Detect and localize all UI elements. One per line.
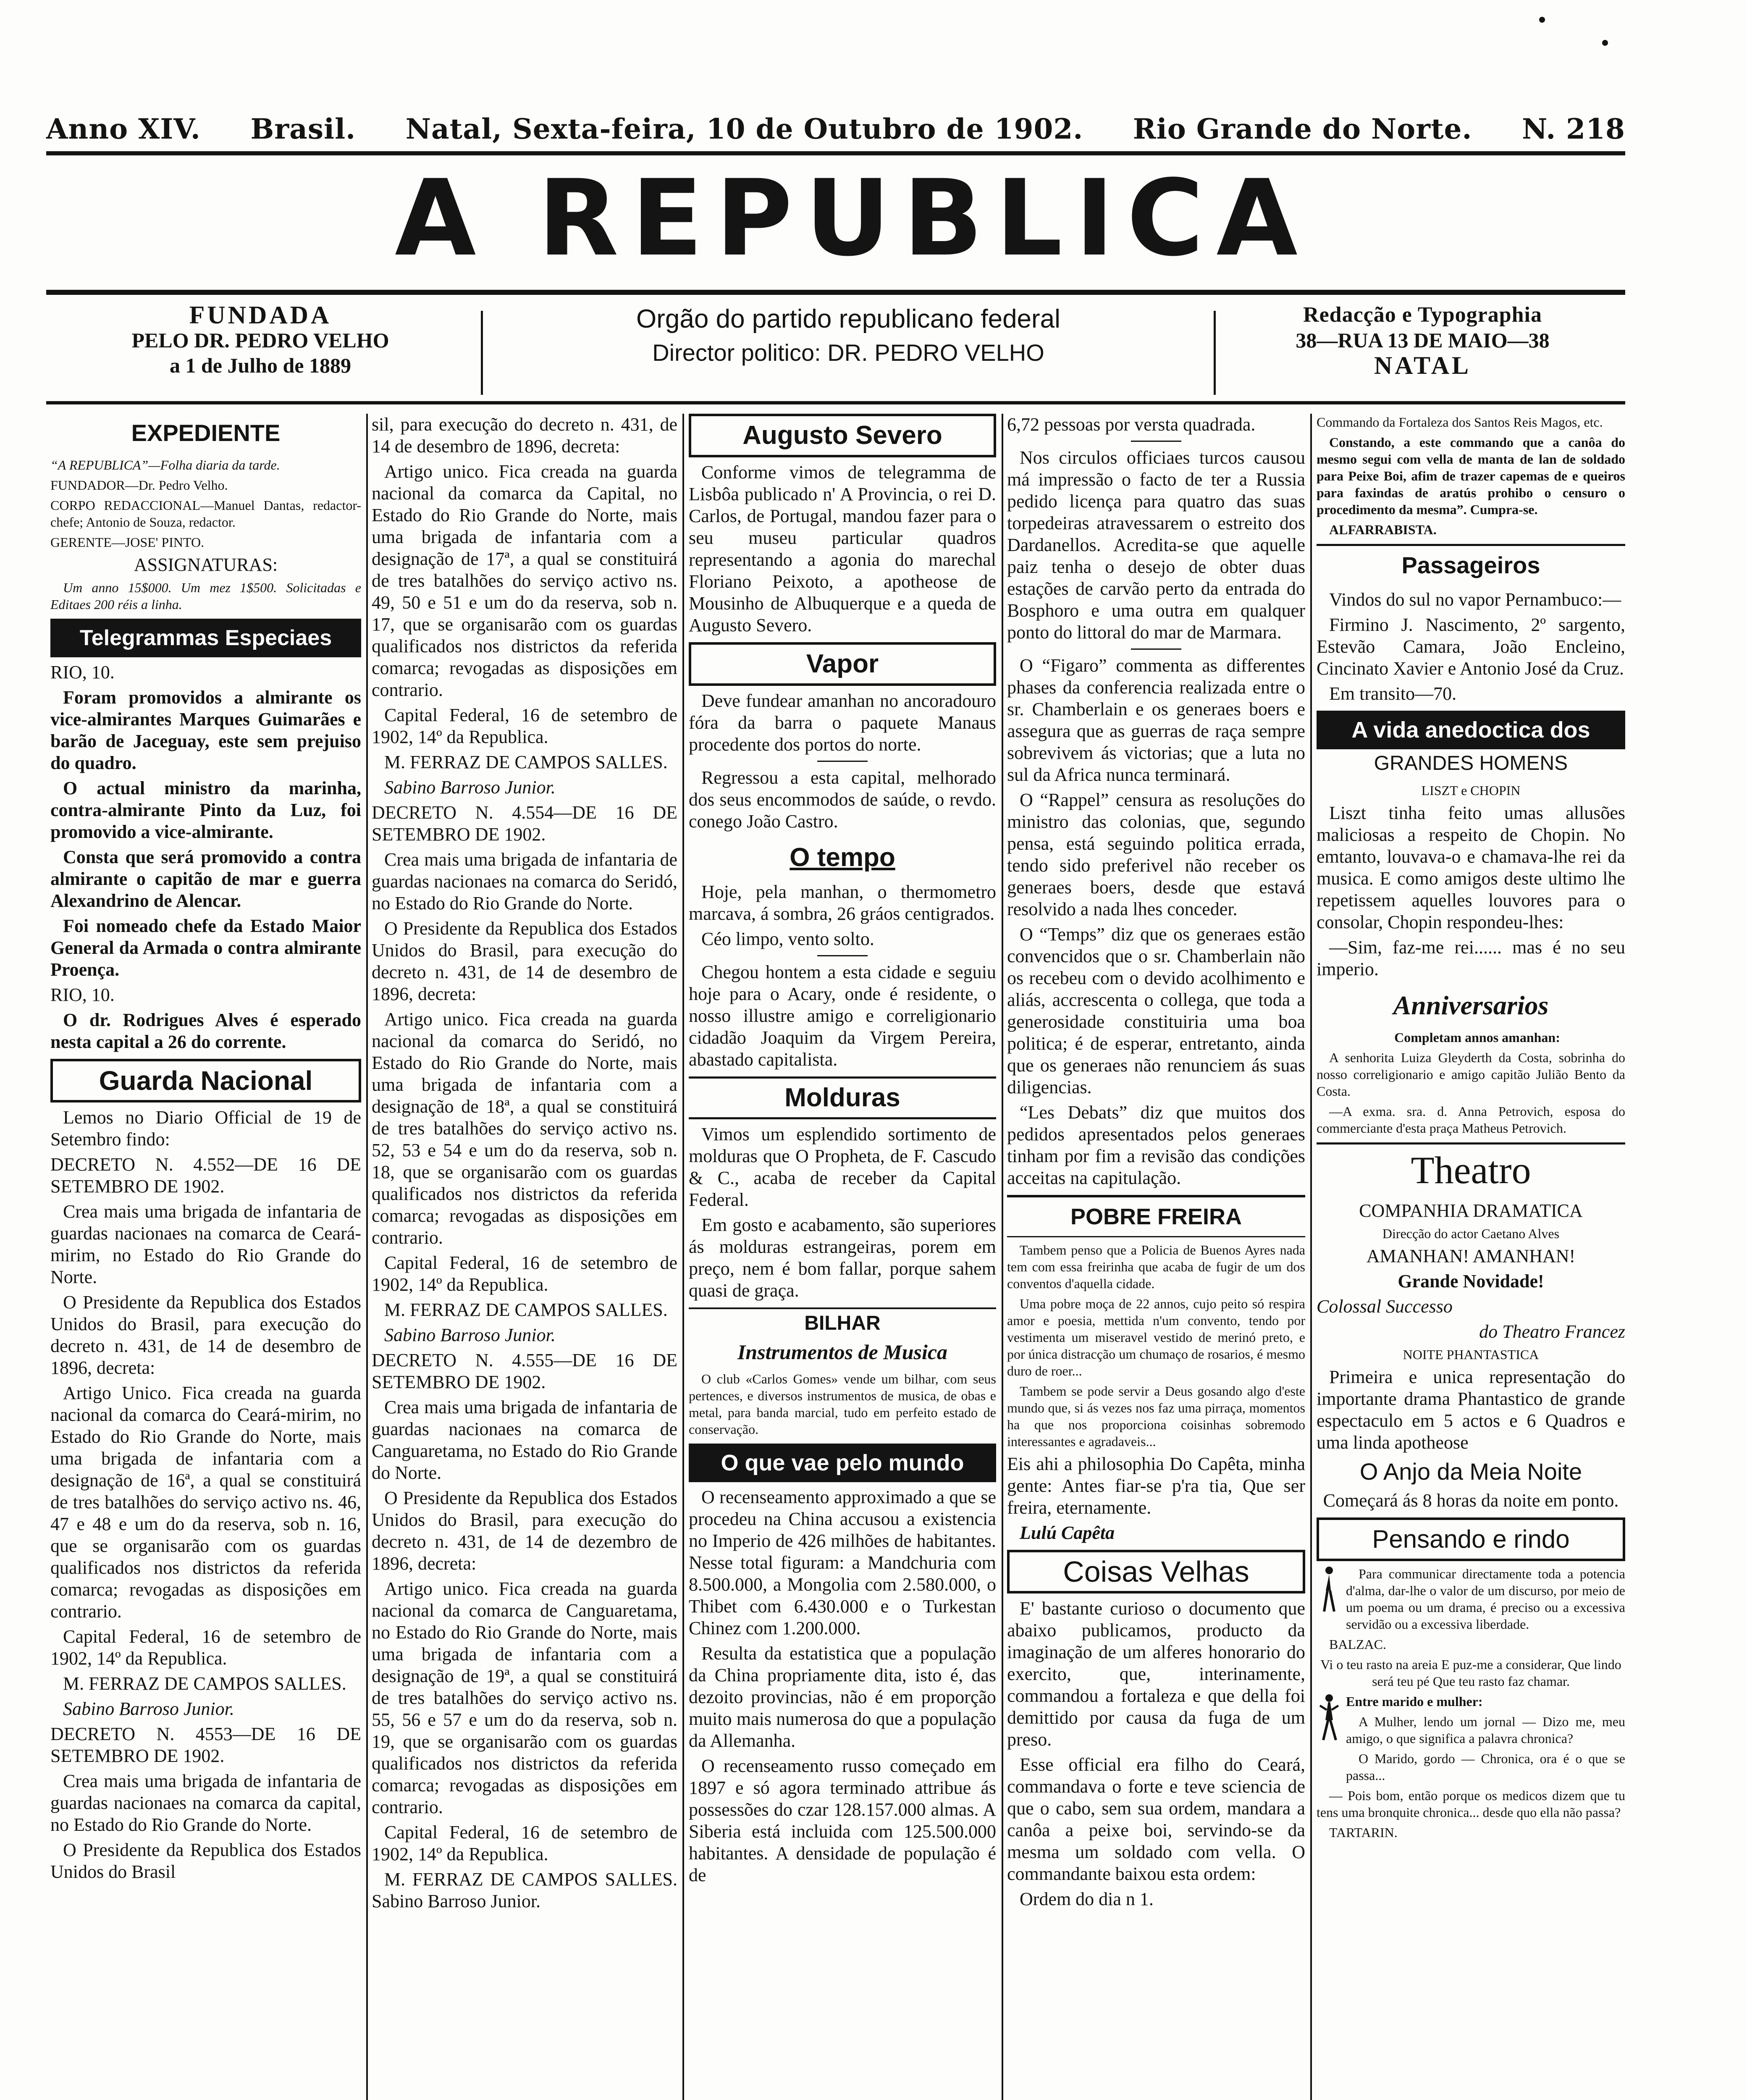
numero: N. 218 [1522, 113, 1625, 145]
endereco: 38—RUA 13 DE MAIO—38 [1296, 328, 1550, 352]
vida-anedoctica-heading: A vida anedoctica dos [1317, 711, 1625, 749]
paragraph: Artigo unico. Fica creada na guarda nacional da comarca da Capital, no Estado do Rio Grande do Norte, mais uma brigada de infantaria com a designação de 17ª, a qual se constituirá de tres batalhões do serviço activo ns. 49, 50 e 51 e um do da reserva, sob n. 17, que se organisarão com os guardas qualificados nos districtos da referida comarca; revogadas as disposições em contrario. [372, 461, 677, 700]
paragraph: Direcção do actor Caetano Alves [1382, 1226, 1560, 1241]
instrumentos-heading: Instrumentos de Musica [737, 1340, 948, 1364]
paragraph: Crea mais uma brigada de infantaria de guardas nacionaes na comarca de Ceará-mirim, no Estado do Rio Grande do Norte. [50, 1201, 361, 1287]
vapor-heading: Vapor [689, 642, 996, 686]
dateline: RIO, 10. [50, 662, 115, 682]
pensando-heading: Pensando e rindo [1317, 1517, 1625, 1561]
paragraph: Capital Federal, 16 de setembro de 1902, 14º da Republica. [372, 1822, 677, 1864]
paragraph: O Presidente da Republica dos Estados Unidos do Brasil, para execução do decreto n. 431, de 14 de desembro de 1896, decreta: [50, 1292, 361, 1378]
signature: M. FERRAZ DE CAMPOS SALLES. [63, 1673, 346, 1694]
paragraph: O club «Carlos Gomes» vende um bilhar, com seus pertences, e diversos instrumentos de musica, de obas e metal, para banda marcial, tudo em perfeito estado de conservação. [689, 1371, 996, 1437]
telegram: Consta que será promovido a contra almirante o capitão de mar e guerra Alexandrino de Alencar. [50, 847, 361, 911]
paragraph: Colossal Successo [1317, 1296, 1453, 1317]
paragraph: Para communicar directamente toda a potencia d'alma, dar-lhe o valor de um discurso, por meio de um poema ou um drama, é preciso ou a excessiva servidão ou a excessiva liberdade. [1346, 1566, 1625, 1632]
column-divider [1310, 414, 1312, 2100]
telegrammas-heading: Telegrammas Especiaes [50, 619, 361, 657]
paragraph: O “Rappel” censura as resoluções do ministro das colonias, que, segundo pensa, está seguindo politica errada, tendo sido preferivel não receber os generaes boers, desde que estavá resolvido a nada lhes conceder. [1007, 790, 1305, 919]
paragraph: Em transito—70. [1329, 683, 1457, 704]
paragraph: Lemos no Diario Official de 19 de Setembro findo: [50, 1107, 361, 1150]
paragraph: Tambem penso que a Policia de Buenos Ayres nada tem com essa freirinha que acaba de fugir de um dos conventos d'aquella cidade. [1007, 1242, 1305, 1291]
column-divider [366, 414, 368, 2100]
separator [1131, 441, 1181, 442]
passageiros-heading: Passageiros [1317, 544, 1625, 585]
paragraph: AMANHAN! AMANHAN! [1366, 1246, 1576, 1266]
paragraph: Capital Federal, 16 de setembro de 1902, 14º da Republica. [372, 705, 677, 747]
assignaturas-text: Um anno 15$000. Um mez 1$500. Solicitadas e Editaes 200 réis a linha. [50, 580, 361, 612]
paragraph: Firmino J. Nascimento, 2º sargento, Estevão Camara, João Encleino, Cincinato Xavier e Antonio José da Cruz. [1317, 614, 1625, 679]
expediente-heading: EXPEDIENTE [131, 420, 281, 446]
paragraph: Uma pobre moça de 22 annos, cujo peito só respira amor e poesia, mettida n'um convento, tendo por vestimenta um miseravel vestido de merinó preto, e por única distracção um chumaço de rosarios, é mesmo duro de roer... [1007, 1296, 1305, 1378]
telegram: O actual ministro da marinha, contra-almirante Pinto da Luz, foi promovido a vice-almirante. [50, 778, 361, 842]
dancing-figure-icon [1317, 1693, 1342, 1743]
paragraph: NOITE PHANTASTICA [1403, 1347, 1539, 1362]
newspaper-title: A REPUBLICA [395, 157, 1310, 279]
redaccao: Redacção e Typographia [1303, 303, 1542, 327]
paragraph: Crea mais uma brigada de infantaria de guardas nacionaes na comarca do Seridó, no Estado do Rio Grande do Norte. [372, 849, 677, 914]
paragraph: A Mulher, lendo um jornal — Dizo me, meu amigo, o que significa a palavra chronica? [1346, 1714, 1625, 1746]
orgao: Orgão do partido republicano federal [636, 304, 1060, 333]
rule [46, 151, 1625, 155]
header-fundada [46, 302, 475, 395]
signature: M. FERRAZ DE CAMPOS SALLES. Sabino Barroso Junior. [372, 1869, 677, 1911]
anniversarios-heading: Anniversarios [1393, 990, 1549, 1020]
telegram: Foram promovidos a almirante os vice-almirantes Marques Guimarães e barão de Jaceguay, este sem prejuiso do quadro. [50, 687, 361, 773]
divider [1214, 311, 1216, 395]
paragraph: Esse official era filho do Ceará, commandava o forte e teve sciencia de que o cabo, sem sua ordem, mandara a canôa a peixe boi, servindo-se da mesma um soldado com vella. O commandante baixou esta ordem: [1007, 1754, 1305, 1884]
paragraph: Primeira e unica representação do importante drama Phantastico de grande espectaculo em 5 actos e 6 Quadros e uma linda apotheose [1317, 1367, 1625, 1453]
paragraph: O Anjo da Meia Noite [1359, 1458, 1582, 1485]
paragraph: O Presidente da Republica dos Estados Unidos do Brasil, para execução do decreto n. 431, de 14 de desembro de 1896, decreta: [372, 918, 677, 1004]
paragraph: E' bastante curioso o documento que abaixo publicamos, producto da imaginação de um alferes honorario do exercito, que, interinamente, commandou a fortaleza e que della foi demittido por causa da fuga de um preso. [1007, 1598, 1305, 1750]
telegram: Foi nomeado chefe da Estado Maior General da Armada o contra almirante Proença. [50, 916, 361, 980]
verse: Eis ahi a philosophia Do Capêta, minha gente: Antes fiar-se p'ra tia, Que ser freira, eternamente. [1007, 1454, 1305, 1518]
decreto-title: DECRETO N. 4553—DE 16 DE SETEMBRO DE 1902. [50, 1724, 361, 1766]
column-divider [682, 414, 684, 2100]
speck [1602, 40, 1608, 46]
paragraph: Conforme vimos de telegramma de Lisbôa publicado n' A Provincia, o rei D. Carlos, de Portugal, mandou fazer para o seu museu particular quadros representando a agonia do marechal Floriano Peixoto, a apotheose de Mousinho de Albuquerque e a queda de Augusto Severo. [689, 462, 996, 635]
pobre-freira-heading: POBRE FREIRA [1007, 1195, 1305, 1237]
paragraph: Ordem do dia n 1. [1020, 1889, 1154, 1909]
paragraph: Vimos um esplendido sortimento de molduras que O Propheta, de F. Cascudo & C., acaba de receber da Capital Federal. [689, 1124, 996, 1210]
anno: Anno XIV. [46, 113, 201, 145]
paragraph: Crea mais uma brigada de infantaria de guardas nacionaes na comarca da capital, no Estado do Rio Grande do Norte. [50, 1771, 361, 1835]
column-2 [372, 414, 677, 2100]
paragraph: Liszt tinha feito umas allusões maliciosas a respeito de Chopin. No emtanto, louvava-o e chamava-lhe rei da musica. E como amigos deste ultimo lhe repetissem aquelles louvores para o consolar, Chopin respondeu-lhes: [1317, 803, 1625, 932]
walking-figure-icon [1317, 1565, 1342, 1616]
decreto-title: DECRETO N. 4.555—DE 16 DE SETEMBRO DE 1902. [372, 1350, 677, 1392]
rule [46, 401, 1625, 404]
paragraph: O recenseamento russo começado em 1897 e só agora terminado attribue ás possessões do czar 128.157.000 almas. A Siberia está incluida com 125.500.000 habitantes. A densidade de população é de [689, 1756, 996, 1885]
paragraph: Completam annos amanhan: [1394, 1030, 1560, 1045]
paragraph: COMPANHIA DRAMATICA [1359, 1200, 1583, 1221]
tempo-heading: O tempo [790, 843, 895, 872]
paragraph: Céo limpo, vento solto. [701, 929, 874, 949]
pais: Brasil. [250, 113, 356, 145]
paragraph: “Les Debats” diz que muitos dos pedidos apresentados pelos generaes tinham por fim a revisão das condições acceitas na capitulação. [1007, 1102, 1305, 1188]
rule [46, 290, 1625, 295]
separator [817, 955, 868, 956]
fundador: PELO DR. PEDRO VELHO [131, 328, 389, 352]
decreto-title: DECRETO N. 4.552—DE 16 DE SETEMBRO DE 1902. [50, 1154, 361, 1197]
expediente-text: “A REPUBLICA”—Folha diaria da tarde. [50, 457, 280, 472]
paragraph: A senhorita Luiza Gleyderth da Costa, sobrinha do nosso correligionario e amigo capitão Julião Bento da Costa. [1317, 1050, 1625, 1099]
masthead-dateline [46, 113, 1625, 145]
paragraph: Capital Federal, 16 de setembro de 1902, 14º da Republica. [372, 1252, 677, 1295]
paragraph: Deve fundear amanhan no ancoradouro fóra da barra o paquete Manaus procedente dos portos do norte. [689, 690, 996, 755]
paragraph: O “Figaro” commenta as differentes phases da conferencia realizada entre o sr. Chamberlain e os generaes boers e assegura que as guerras de raça sempre sobrevivem ás victorias; que a luta no sul da Africa nunca terminará. [1007, 655, 1305, 785]
signature: M. FERRAZ DE CAMPOS SALLES. [384, 752, 668, 772]
paragraph: Vindos do sul no vapor Pernambuco:— [1329, 589, 1621, 610]
augusto-severo-heading: Augusto Severo [689, 414, 996, 457]
paragraph: do Theatro Francez [1479, 1321, 1625, 1342]
signature: BALZAC. [1329, 1637, 1386, 1652]
paragraph: —A exma. sra. d. Anna Petrovich, esposa do commerciante d'esta praça Matheus Petrovich. [1317, 1104, 1625, 1136]
paragraph: Grande Novidade! [1398, 1271, 1544, 1292]
paragraph: Artigo unico. Fica creada na guarda nacional da comarca de Canguaretama, no Estado do Rio Grande do Norte, mais uma brigada de infantaria com a designação de 19ª, a qual se constituirá de tres batalhões do serviço activo ns. 55, 56 e 57 e um do da reserva, sob n. 19, que se organisarão com os guardas qualificados nos districtos da referida comarca; revogadas as disposições em contrario. [372, 1578, 677, 1817]
bilhar-heading: BILHAR [689, 1307, 996, 1338]
header-redaccao [1220, 302, 1625, 395]
paragraph: Artigo Unico. Fica creada na guarda nacional da comarca do Ceará-mirim, no Estado do Rio Grande do Norte, mais uma brigada de infantaria com a designação de 16ª, a qual se constituirá de tres batalhões do serviço activo ns. 46, 47 e 48 e um do da reserva, sob n. 16, que se organisarão com os guardas qualificados nos districtos da referida comarca; revogadas as disposições em contrario. [50, 1383, 361, 1622]
paragraph: Nos circulos officiaes turcos causou má impressão o facto de ter a Russia pedido licença para quatro das suas torpedeiras atravessarem o estreito dos Dardanellos. Acredita-se que aquelle paiz tenha o desejo de obter duas estações de carvão perto da entrada do Bosphoro e uma outra em qualquer ponto do littoral do mar de Marmara. [1007, 447, 1305, 643]
theatro-heading: Theatro [1317, 1142, 1625, 1196]
verse: Vi o teu rasto na areia E puz-me a considerar, Que lindo será teu pé Que teu rasto faz chamar. [1320, 1657, 1621, 1689]
molduras-heading: Molduras [689, 1076, 996, 1119]
coisas-velhas-heading: Coisas Velhas [1007, 1550, 1305, 1593]
divider [481, 311, 483, 395]
signature: M. FERRAZ DE CAMPOS SALLES. [384, 1299, 668, 1320]
header-orgao [487, 302, 1209, 395]
data-fundacao: a 1 de Julho de 1889 [169, 354, 351, 377]
estado: Rio Grande do Norte. [1133, 113, 1472, 145]
expediente-text: FUNDADOR—Dr. Pedro Velho. [50, 478, 228, 493]
dateline: RIO, 10. [50, 984, 115, 1005]
cidade: NATAL [1374, 352, 1472, 379]
paragraph: Capital Federal, 16 de setembro de 1902, 14º da Republica. [50, 1626, 361, 1669]
paragraph: Começará ás 8 horas da noite em ponto. [1323, 1490, 1619, 1511]
expediente-text: GERENTE—JOSE' PINTO. [50, 535, 205, 550]
paragraph: Hoje, pela manhan, o thermometro marcava, á sombra, 26 gráos centigrados. [689, 882, 996, 924]
paragraph: O Presidente da Republica dos Estados Unidos do Brasil, para execução do decreto n. 431, de 14 de dezembro de 1896, decreta: [372, 1488, 677, 1574]
paragraph: O Marido, gordo — Chronica, ora é o que se passa... [1346, 1751, 1625, 1783]
paragraph: O recenseamento approximado a que se procedeu na China accusou a existencia no Imperio de 426 milhões de habitantes. Nesse total figuram: a Mandchuria com 8.500.000, a Mongolia com 2.580.000, o Thibet com 6.430.000 e o Turkestan Chinez com 1.200.000. [689, 1487, 996, 1638]
subheading: LISZT e CHOPIN [1421, 783, 1521, 798]
paragraph: —Sim, faz-me rei...... mas é no seu imperio. [1317, 937, 1625, 979]
guarda-nacional-heading: Guarda Nacional [50, 1059, 361, 1102]
o-que-vae-heading: O que vae pelo mundo [689, 1444, 996, 1482]
paragraph: Em gosto e acabamento, são superiores ás molduras estrangeiras, porem em preço, nem é bom fallar, porque sahem quasi de graça. [689, 1215, 996, 1301]
paragraph: Regressou a esta capital, melhorado dos seus encommodos de saúde, o revdo. conego João Castro. [689, 767, 996, 832]
paragraph: — Pois bom, então porque os medicos dizem que tu tens uma bronquite chronica... desde quo ella não passa? [1317, 1788, 1625, 1820]
speck [1539, 17, 1545, 23]
signature: Lulú Capêta [1020, 1522, 1115, 1543]
paragraph: Crea mais uma brigada de infantaria de guardas nacionaes na comarca de Canguaretama, no Estado do Rio Grande do Norte. [372, 1397, 677, 1483]
column-5 [1317, 414, 1625, 2100]
paragraph: sil, para execução do decreto n. 431, de 14 de desembro de 1896, decreta: [372, 414, 677, 457]
decreto-title: DECRETO N. 4.554—DE 16 DE SETEMBRO DE 1902. [372, 802, 677, 845]
signature: Sabino Barroso Junior. [63, 1698, 234, 1719]
column-4 [1007, 414, 1305, 2100]
column-divider [1002, 414, 1003, 2100]
director: Director politico: DR. PEDRO VELHO [652, 339, 1044, 366]
paragraph: Commando da Fortaleza dos Santos Reis Magos, etc. [1317, 415, 1603, 430]
paragraph: Chegou hontem a esta cidade e seguiu hoje para o Acary, onde é residente, o nosso illustre amigo e correligionario cidadão Joaquim da Virgem Pereira, abastado capitalista. [689, 962, 996, 1070]
signature: Sabino Barroso Junior. [384, 1325, 556, 1345]
column-3 [689, 414, 996, 2100]
paragraph: O “Temps” diz que os generaes estão convencidos que o sr. Chamberlain não os recebeu com o devido acolhimento e aliás, accrescenta o collega, que toda a generosidade constituiria uma boa politica; é de esperar, entretanto, ainda que os generaes não renunciem ás suas diligencias. [1007, 924, 1305, 1097]
paragraph: Tambem se pode servir a Deus gosando algo d'este mundo que, si ás vezes nos faz uma pirraça, momentos ha que nos proporciona coisinhas sobremodo interessantes e agradaveis... [1007, 1383, 1305, 1449]
paragraph: Entre marido e mulher: [1346, 1694, 1483, 1709]
paragraph: O Presidente da Republica dos Estados Unidos do Brasil [50, 1840, 361, 1882]
separator [817, 761, 868, 762]
signature: ALFARRABISTA. [1329, 522, 1437, 537]
fundada: FUNDADA [189, 301, 332, 329]
column-1 [50, 414, 361, 2100]
signature: Sabino Barroso Junior. [384, 777, 556, 798]
paragraph: 6,72 pessoas por versta quadrada. [1007, 414, 1256, 435]
paragraph: Resulta da estatistica que a população da China propriamente dita, isto é, das dezoito provincias, não é em proporção muito mais numerosa do que a população da Allemanha. [689, 1643, 996, 1751]
signature: TARTARIN. [1329, 1825, 1398, 1840]
expediente-text: CORPO REDACCIONAL—Manuel Dantas, redactor-chefe; Antonio de Souza, redactor. [50, 498, 361, 530]
separator [1131, 648, 1181, 650]
telegram: O dr. Rodrigues Alves é esperado nesta capital a 26 do corrente. [50, 1010, 361, 1052]
assignaturas-heading: ASSIGNATURAS: [134, 554, 278, 575]
data: Natal, Sexta-feira, 10 de Outubro de 1902. [405, 113, 1083, 145]
paragraph: Constando, a este commando que a canôa do mesmo segui com vella de manta de lan de soldado para Peixe Boi, afim de trazer capemas de e queiros para faxindas de aratús prohibo o censuro o procedimento da mesma”. Cumpra-se. [1317, 435, 1625, 517]
grandes-homens-heading: GRANDES HOMENS [1374, 752, 1568, 774]
paragraph: Artigo unico. Fica creada na guarda nacional da comarca do Seridó, no Estado do Rio Grande do Norte, mais uma brigada de infantaria com a designação de 18ª, a qual se constituirá de tres batalhões do serviço activo ns. 52, 53 e 54 e um do da reserva, sob n. 18, que se organisarão com os guardas qualificados nos districtos da referida comarca; revogadas as disposições em contrario. [372, 1009, 677, 1248]
